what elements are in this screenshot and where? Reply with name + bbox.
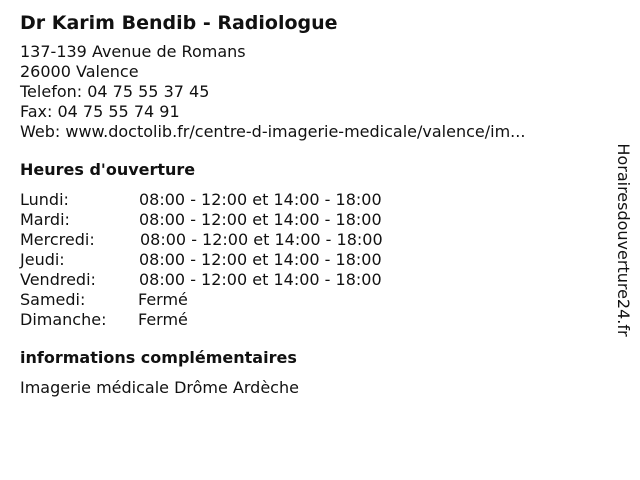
day-label: Jeudi: xyxy=(20,250,65,269)
fax-number: Fax: 04 75 55 74 91 xyxy=(20,102,180,121)
hours-row-friday xyxy=(20,270,600,290)
city-postal-code: 26000 Valence xyxy=(20,62,139,81)
site-watermark: Horairesdouverture24.fr xyxy=(614,143,633,337)
day-label: Samedi: xyxy=(20,290,86,309)
hours-row-wednesday xyxy=(20,230,600,250)
time-value: 08:00 - 12:00 et 14:00 - 18:00 xyxy=(140,230,383,249)
hours-row-sunday xyxy=(20,310,600,330)
time-value: 08:00 - 12:00 et 14:00 - 18:00 xyxy=(139,250,382,269)
hours-row-monday xyxy=(20,190,600,210)
address-block xyxy=(20,42,600,142)
hours-row-thursday xyxy=(20,250,600,270)
time-value: 08:00 - 12:00 et 14:00 - 18:00 xyxy=(139,270,382,289)
additional-info-text: Imagerie médicale Drôme Ardèche xyxy=(20,378,299,397)
opening-hours-table xyxy=(20,190,600,330)
day-label: Vendredi: xyxy=(20,270,96,289)
time-value: Fermé xyxy=(138,290,188,309)
street-address: 137-139 Avenue de Romans xyxy=(20,42,246,61)
additional-info-heading: informations complémentaires xyxy=(20,348,297,367)
business-card xyxy=(20,10,600,398)
opening-hours-heading: Heures d'ouverture xyxy=(20,160,196,179)
day-label: Mercredi: xyxy=(20,230,95,249)
day-label: Dimanche: xyxy=(20,310,107,329)
day-label: Lundi: xyxy=(20,190,69,209)
page-title: Dr Karim Bendib - Radiologue xyxy=(20,12,338,34)
time-value: 08:00 - 12:00 et 14:00 - 18:00 xyxy=(139,210,382,229)
hours-row-tuesday xyxy=(20,210,600,230)
time-value: Fermé xyxy=(138,310,188,329)
phone-number: Telefon: 04 75 55 37 45 xyxy=(20,82,210,101)
hours-row-saturday xyxy=(20,290,600,310)
time-value: 08:00 - 12:00 et 14:00 - 18:00 xyxy=(139,190,382,209)
website-link[interactable]: Web: www.doctolib.fr/centre-d-imagerie-medicale/valence/im... xyxy=(20,122,526,141)
day-label: Mardi: xyxy=(20,210,70,229)
